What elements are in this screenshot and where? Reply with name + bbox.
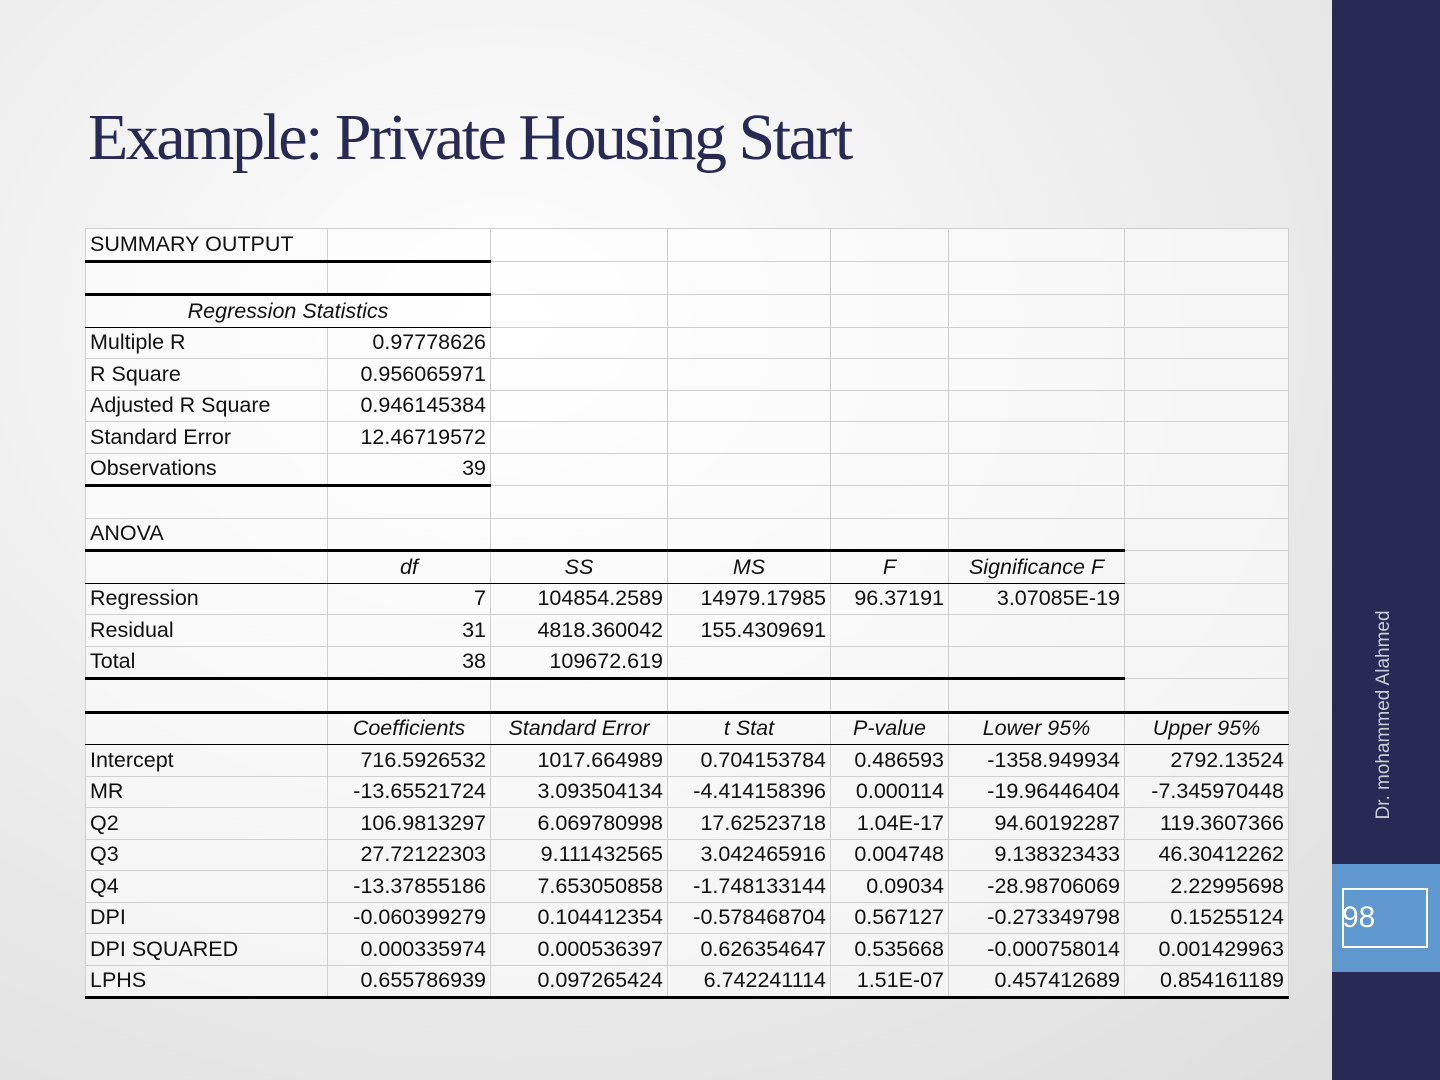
regression-output-table (85, 228, 1289, 999)
summary-row (86, 229, 1289, 262)
coefficient-cell: 6.069780998 (491, 808, 668, 840)
page-number: 98 (1342, 901, 1376, 934)
page-number-box (1332, 864, 1440, 972)
stat-value: 0.956065971 (328, 359, 491, 391)
coefficient-row (86, 934, 1289, 966)
stat-label: R Square (86, 359, 328, 391)
stat-label: Multiple R (86, 327, 328, 359)
coefficient-cell: 716.5926532 (328, 745, 491, 777)
coefficient-cell: 0.09034 (831, 871, 949, 903)
coefficient-row (86, 965, 1289, 998)
coefficient-cell: -1358.949934 (949, 745, 1125, 777)
anova-cell: 96.37191 (831, 583, 949, 615)
coefficient-cell: 6.742241114 (668, 965, 831, 998)
coefficient-row (86, 776, 1289, 808)
coefficient-cell: -1.748133144 (668, 871, 831, 903)
coefficient-cell: 7.653050858 (491, 871, 668, 903)
coefficient-cell: 0.000335974 (328, 934, 491, 966)
coefficient-cell: 0.626354647 (668, 934, 831, 966)
regression-statistics-header-row (86, 295, 1289, 328)
coefficients-header: Coefficients (328, 712, 491, 745)
stat-value: 0.97778626 (328, 327, 491, 359)
coefficient-cell: 9.111432565 (491, 839, 668, 871)
coefficient-cell: 1.51E-07 (831, 965, 949, 998)
coefficient-cell: 3.093504134 (491, 776, 668, 808)
anova-label-row (86, 518, 1289, 551)
anova-cell: 3.07085E-19 (949, 583, 1125, 615)
coefficient-cell: 2.22995698 (1125, 871, 1289, 903)
coefficient-cell: 0.457412689 (949, 965, 1125, 998)
blank-row (86, 486, 1289, 519)
coefficient-cell: 27.72122303 (328, 839, 491, 871)
anova-header: F (831, 551, 949, 584)
coefficient-cell: 94.60192287 (949, 808, 1125, 840)
coefficient-cell: 0.567127 (831, 902, 949, 934)
anova-header: SS (491, 551, 668, 584)
coefficient-cell: 46.30412262 (1125, 839, 1289, 871)
coefficient-cell: -0.000758014 (949, 934, 1125, 966)
blank-row (86, 261, 1289, 295)
anova-header: MS (668, 551, 831, 584)
coefficient-row (86, 839, 1289, 871)
anova-cell (831, 615, 949, 647)
anova-cell: 14979.17985 (668, 583, 831, 615)
anova-cell (831, 646, 949, 679)
stat-value: 12.46719572 (328, 422, 491, 454)
coefficient-cell: -0.578468704 (668, 902, 831, 934)
anova-header: Significance F (949, 551, 1125, 584)
coefficient-cell: 0.000114 (831, 776, 949, 808)
coefficient-label: Q2 (86, 808, 328, 840)
anova-header: df (328, 551, 491, 584)
stat-row (86, 327, 1289, 359)
coefficients-header: Upper 95% (1125, 712, 1289, 745)
coefficient-cell: 0.001429963 (1125, 934, 1289, 966)
blank-row (86, 679, 1289, 713)
coefficient-cell: -4.414158396 (668, 776, 831, 808)
coefficient-cell: 1.04E-17 (831, 808, 949, 840)
anova-cell (668, 646, 831, 679)
coefficients-header: t Stat (668, 712, 831, 745)
anova-cell: 38 (328, 646, 491, 679)
stat-row (86, 422, 1289, 454)
coefficient-row (86, 871, 1289, 903)
coefficient-cell: -19.96446404 (949, 776, 1125, 808)
coefficient-label: Q3 (86, 839, 328, 871)
coefficients-header: Lower 95% (949, 712, 1125, 745)
coefficient-cell: 0.000536397 (491, 934, 668, 966)
anova-label: ANOVA (86, 518, 328, 551)
coefficient-cell: -0.060399279 (328, 902, 491, 934)
anova-cell: 109672.619 (491, 646, 668, 679)
stat-row (86, 390, 1289, 422)
anova-cell: 4818.360042 (491, 615, 668, 647)
coefficient-cell: 0.655786939 (328, 965, 491, 998)
coefficient-cell: 106.9813297 (328, 808, 491, 840)
anova-cell: 7 (328, 583, 491, 615)
anova-row (86, 615, 1289, 647)
coefficient-cell: 0.104412354 (491, 902, 668, 934)
regression-statistics-header: Regression Statistics (86, 295, 491, 328)
coefficient-cell: -13.65521724 (328, 776, 491, 808)
anova-cell (949, 646, 1125, 679)
anova-cell (949, 615, 1125, 647)
coefficient-label: Q4 (86, 871, 328, 903)
coefficient-cell: 0.004748 (831, 839, 949, 871)
anova-row-label: Total (86, 646, 328, 679)
coefficient-cell: -13.37855186 (328, 871, 491, 903)
coefficient-cell: 0.854161189 (1125, 965, 1289, 998)
coefficient-cell: 3.042465916 (668, 839, 831, 871)
anova-cell: 104854.2589 (491, 583, 668, 615)
stat-row (86, 453, 1289, 486)
stat-value: 39 (328, 453, 491, 486)
coefficient-label: MR (86, 776, 328, 808)
author-label: Dr. mohammed Alahmed (1373, 610, 1394, 820)
stat-label: Observations (86, 453, 328, 486)
coefficients-header: Standard Error (491, 712, 668, 745)
stat-label: Adjusted R Square (86, 390, 328, 422)
coefficient-row (86, 745, 1289, 777)
stat-label: Standard Error (86, 422, 328, 454)
coefficient-label: Intercept (86, 745, 328, 777)
stat-row (86, 359, 1289, 391)
coefficient-cell: 1017.664989 (491, 745, 668, 777)
coefficient-label: DPI (86, 902, 328, 934)
coefficient-cell: -7.345970448 (1125, 776, 1289, 808)
coefficients-header: P-value (831, 712, 949, 745)
coefficient-cell: 0.535668 (831, 934, 949, 966)
anova-cell: 155.4309691 (668, 615, 831, 647)
coefficient-cell: 0.486593 (831, 745, 949, 777)
stat-value: 0.946145384 (328, 390, 491, 422)
slide-title: Example: Private Housing Start (88, 101, 851, 174)
coefficient-cell: 9.138323433 (949, 839, 1125, 871)
coefficient-row (86, 902, 1289, 934)
coefficient-cell: 0.704153784 (668, 745, 831, 777)
coefficient-label: DPI SQUARED (86, 934, 328, 966)
coefficient-cell: -0.273349798 (949, 902, 1125, 934)
anova-row (86, 583, 1289, 615)
anova-row-label: Residual (86, 615, 328, 647)
coefficient-cell: 17.62523718 (668, 808, 831, 840)
coefficient-cell: 0.097265424 (491, 965, 668, 998)
anova-row (86, 646, 1289, 679)
anova-row-label: Regression (86, 583, 328, 615)
page-number-frame (1342, 888, 1428, 948)
coefficient-cell: 2792.13524 (1125, 745, 1289, 777)
coefficient-cell: 119.3607366 (1125, 808, 1289, 840)
summary-output-label: SUMMARY OUTPUT (86, 229, 328, 262)
anova-cell: 31 (328, 615, 491, 647)
coefficients-header-row (86, 712, 1289, 745)
coefficient-cell: 0.15255124 (1125, 902, 1289, 934)
coefficient-label: LPHS (86, 965, 328, 998)
coefficient-row (86, 808, 1289, 840)
coefficient-cell: -28.98706069 (949, 871, 1125, 903)
anova-header-row (86, 551, 1289, 584)
